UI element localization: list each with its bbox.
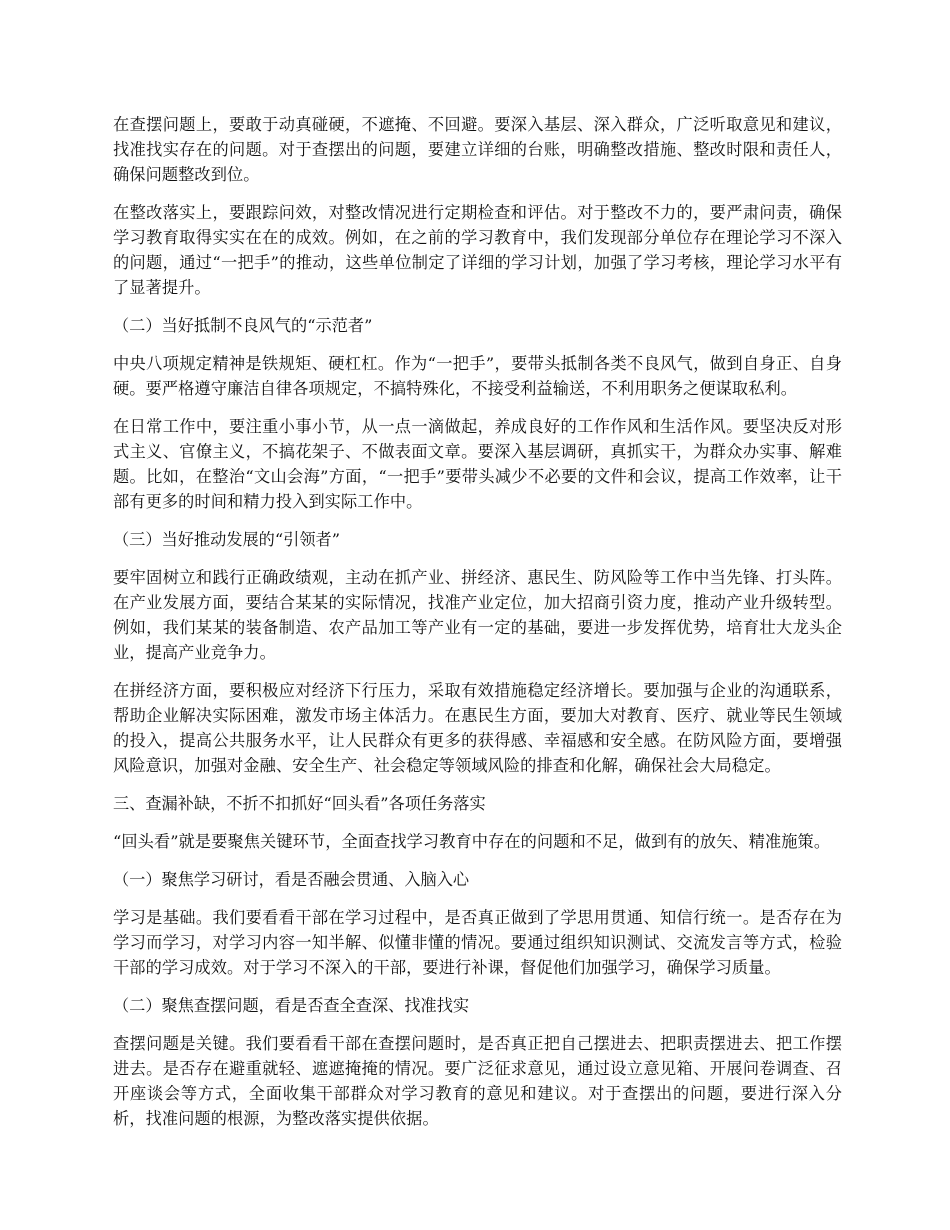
chapter-heading-3: 三、查漏补缺，不折不扣抓好“回头看”各项任务落实 — [113, 794, 486, 813]
paragraph-6: 在拼经济方面，要积极应对经济下行压力，采取有效措施稳定经济增长。要加强与企业的沟通联系，帮助企业解决实际困难，激发市场主体活力。在惠民生方面，要加大对教育、医疗、就业等民生领域的投入，提高公共服务水平，让人民群众有更多的获得感、幸福感和安全感。在防风险方面，要增强风险意识，加强对金融、安全生产、社会稳定等领域风险的排查和化解，确保社会大局稳定。 — [113, 681, 842, 775]
paragraph-9: 查摆问题是关键。我们要看看干部在查摆问题时，是否真正把自己摆进去、把职责摆进去、把工作摆进去。是否存在避重就轻、遮遮掩掩的情况。要广泛征求意见，通过设立意见箱、开展问卷调查、召开座谈会等方式，全面收集干部群众对学习教育的意见和建议。对于查摆出的问题，要进行深入分析，找准问题的根源，为整改落实提供依据。 — [113, 1034, 842, 1128]
paragraph-4: 在日常工作中，要注重小事小节，从一点一滴做起，养成良好的工作作风和生活作风。要坚决反对形式主义、官僚主义，不搞花架子、不做表面文章。要深入基层调研，真抓实干，为群众办实事、解难题。比如，在整治“文山会海”方面，“一把手”要带头减少不必要的文件和会议，提高工作效率，让干部有更多的时间和精力投入到实际工作中。 — [113, 417, 842, 511]
section-heading-3: （三）当好推动发展的“引领者” — [113, 530, 340, 549]
paragraph-5: 要牢固树立和践行正确政绩观，主动在抓产业、拼经济、惠民生、防风险等工作中当先锋、打头阵。在产业发展方面，要结合某某的实际情况，找准产业定位，加大招商引资力度，推动产业升级转型。例如，我们某某的装备制造、农产品加工等产业有一定的基础，要进一步发挥优势，培育壮大龙头企业，提高产业竞争力。 — [113, 568, 842, 662]
section-heading-2: （二）当好抵制不良风气的“示范者” — [113, 316, 373, 335]
section-heading-1: （一）聚焦学习研讨，看是否融会贯通、入脑入心 — [113, 870, 470, 889]
paragraph-7: “回头看”就是要聚焦关键环节，全面查找学习教育中存在的问题和不足，做到有的放矢、精准施策。 — [113, 832, 831, 851]
paragraph-8: 学习是基础。我们要看看干部在学习过程中，是否真正做到了学思用贯通、知信行统一。是否存在为学习而学习，对学习内容一知半解、似懂非懂的情况。要通过组织知识测试、交流发言等方式，检验干部的学习成效。对于学习不深入的干部，要进行补课，督促他们加强学习，确保学习质量。 — [113, 908, 842, 977]
paragraph-1: 在查摆问题上，要敢于动真碰硬，不遮掩、不回避。要深入基层、深入群众，广泛听取意见和建议，找准找实存在的问题。对于查摆出的问题，要建立详细的台账，明确整改措施、整改时限和责任人，确保问题整改到位。 — [113, 115, 842, 184]
paragraph-3: 中央八项规定精神是铁规矩、硬杠杠。作为“一把手”，要带头抵制各类不良风气，做到自身正、自身硬。要严格遵守廉洁自律各项规定，不搞特殊化，不接受利益输送，不利用职务之便谋取私利。 — [113, 354, 842, 398]
paragraph-2: 在整改落实上，要跟踪问效，对整改情况进行定期检查和评估。对于整改不力的，要严肃问责，确保学习教育取得实实在在的成效。例如，在之前的学习教育中，我们发现部分单位存在理论学习不深入的问题，通过“一把手”的推动，这些单位制定了详细的学习计划，加强了学习考核，理论学习水平有了显著提升。 — [113, 203, 842, 297]
section-heading-2b: （二）聚焦查摆问题，看是否查全查深、找准找实 — [113, 996, 470, 1015]
